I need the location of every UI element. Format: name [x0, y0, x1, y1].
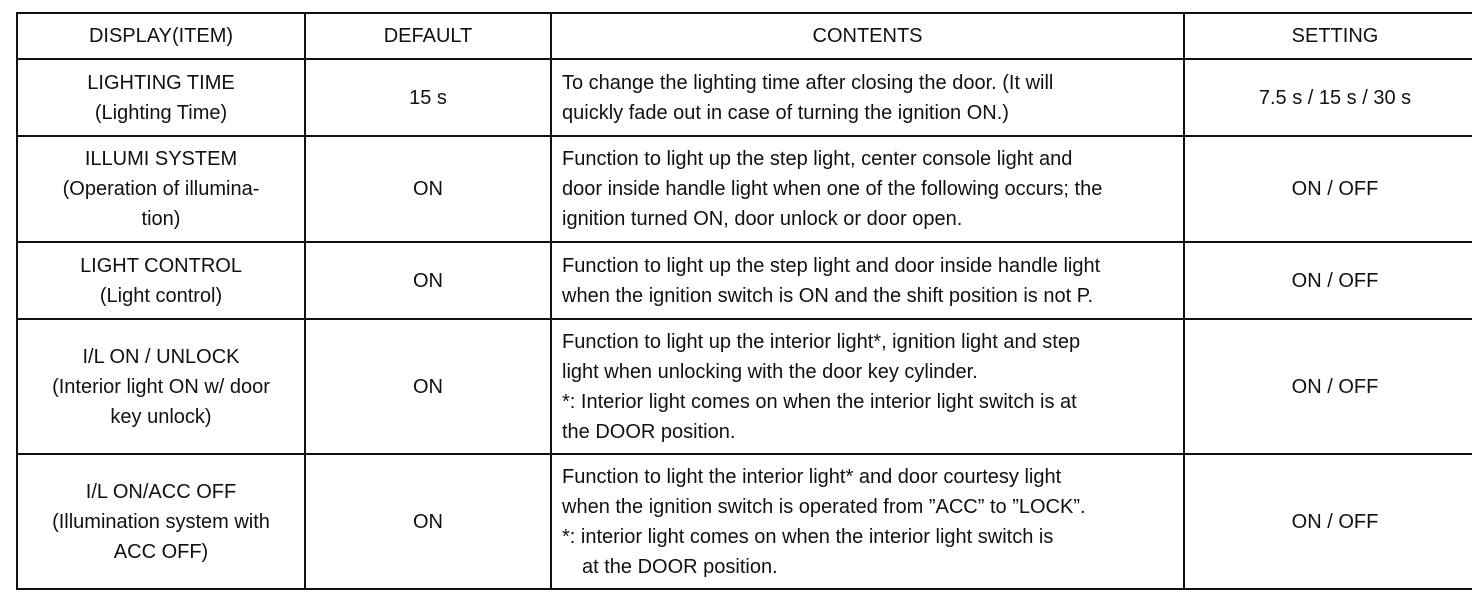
item-description: (Illumination system with [52, 510, 270, 533]
item-cell [17, 319, 305, 454]
item-description: (Operation of illumina- [62, 178, 260, 200]
contents-line: when the ignition switch is ON and the shift position is not P. [562, 284, 1094, 307]
item-name: I/L ON / UNLOCK [82, 345, 240, 368]
item-cell [17, 59, 305, 136]
item-name: LIGHT CONTROL [80, 254, 242, 277]
item-description: tion) [141, 208, 181, 230]
setting-cell: ON / OFF [1184, 242, 1472, 319]
item-description: (Light control) [99, 284, 223, 307]
item-description: (Interior light ON w/ door [52, 375, 270, 398]
contents-line: when the ignition switch is operated from ”ACC” to ”LOCK”. [562, 495, 1086, 518]
contents-note: *: interior light comes on when the interior light switch is [562, 525, 1054, 548]
item-name: I/L ON/ACC OFF [85, 480, 237, 503]
table-row [17, 136, 1472, 242]
default-cell: ON [305, 242, 551, 319]
contents-cell [551, 242, 1184, 319]
setting-cell: 7.5 s / 15 s / 30 s [1184, 59, 1472, 136]
item-name: ILLUMI SYSTEM [84, 148, 238, 170]
contents-note: the DOOR position. [562, 420, 736, 443]
contents-line: door inside handle light when one of the following occurs; the [562, 178, 1103, 200]
table-row [17, 454, 1472, 589]
contents-cell [551, 59, 1184, 136]
default-cell: ON [305, 136, 551, 242]
contents-cell [551, 454, 1184, 589]
contents-cell [551, 319, 1184, 454]
contents-line: Function to light up the step light, center console light and [562, 148, 1073, 170]
item-cell [17, 136, 305, 242]
header-default: DEFAULT [305, 13, 551, 59]
item-name: LIGHTING TIME [87, 71, 235, 94]
contents-line: ignition turned ON, door unlock or door open. [562, 208, 963, 230]
setting-cell: ON / OFF [1184, 454, 1472, 589]
header-row [17, 13, 1472, 59]
contents-line: To change the lighting time after closing the door. (It will [562, 71, 1054, 94]
header-contents: CONTENTS [551, 13, 1184, 59]
settings-table [16, 12, 1472, 590]
setting-cell: ON / OFF [1184, 319, 1472, 454]
default-cell: ON [305, 319, 551, 454]
item-description: key unlock) [110, 405, 212, 428]
contents-line: light when unlocking with the door key cylinder. [562, 360, 978, 383]
contents-line: Function to light the interior light* and door courtesy light [562, 465, 1062, 488]
item-description: (Lighting Time) [94, 101, 228, 124]
item-cell [17, 242, 305, 319]
header-setting: SETTING [1184, 13, 1472, 59]
table-row [17, 319, 1472, 454]
default-cell: 15 s [305, 59, 551, 136]
contents-line: Function to light up the step light and door inside handle light [562, 254, 1101, 277]
default-cell: ON [305, 454, 551, 589]
header-item: DISPLAY(ITEM) [17, 13, 305, 59]
table-row [17, 59, 1472, 136]
contents-cell [551, 136, 1184, 242]
contents-note: at the DOOR position. [582, 555, 778, 578]
item-cell [17, 454, 305, 589]
contents-line: Function to light up the interior light*, ignition light and step [562, 330, 1081, 353]
contents-line: quickly fade out in case of turning the ignition ON.) [562, 101, 1009, 124]
contents-note: *: Interior light comes on when the interior light switch is at [562, 390, 1077, 413]
setting-cell: ON / OFF [1184, 136, 1472, 242]
table-row [17, 242, 1472, 319]
item-description: ACC OFF) [113, 540, 209, 563]
